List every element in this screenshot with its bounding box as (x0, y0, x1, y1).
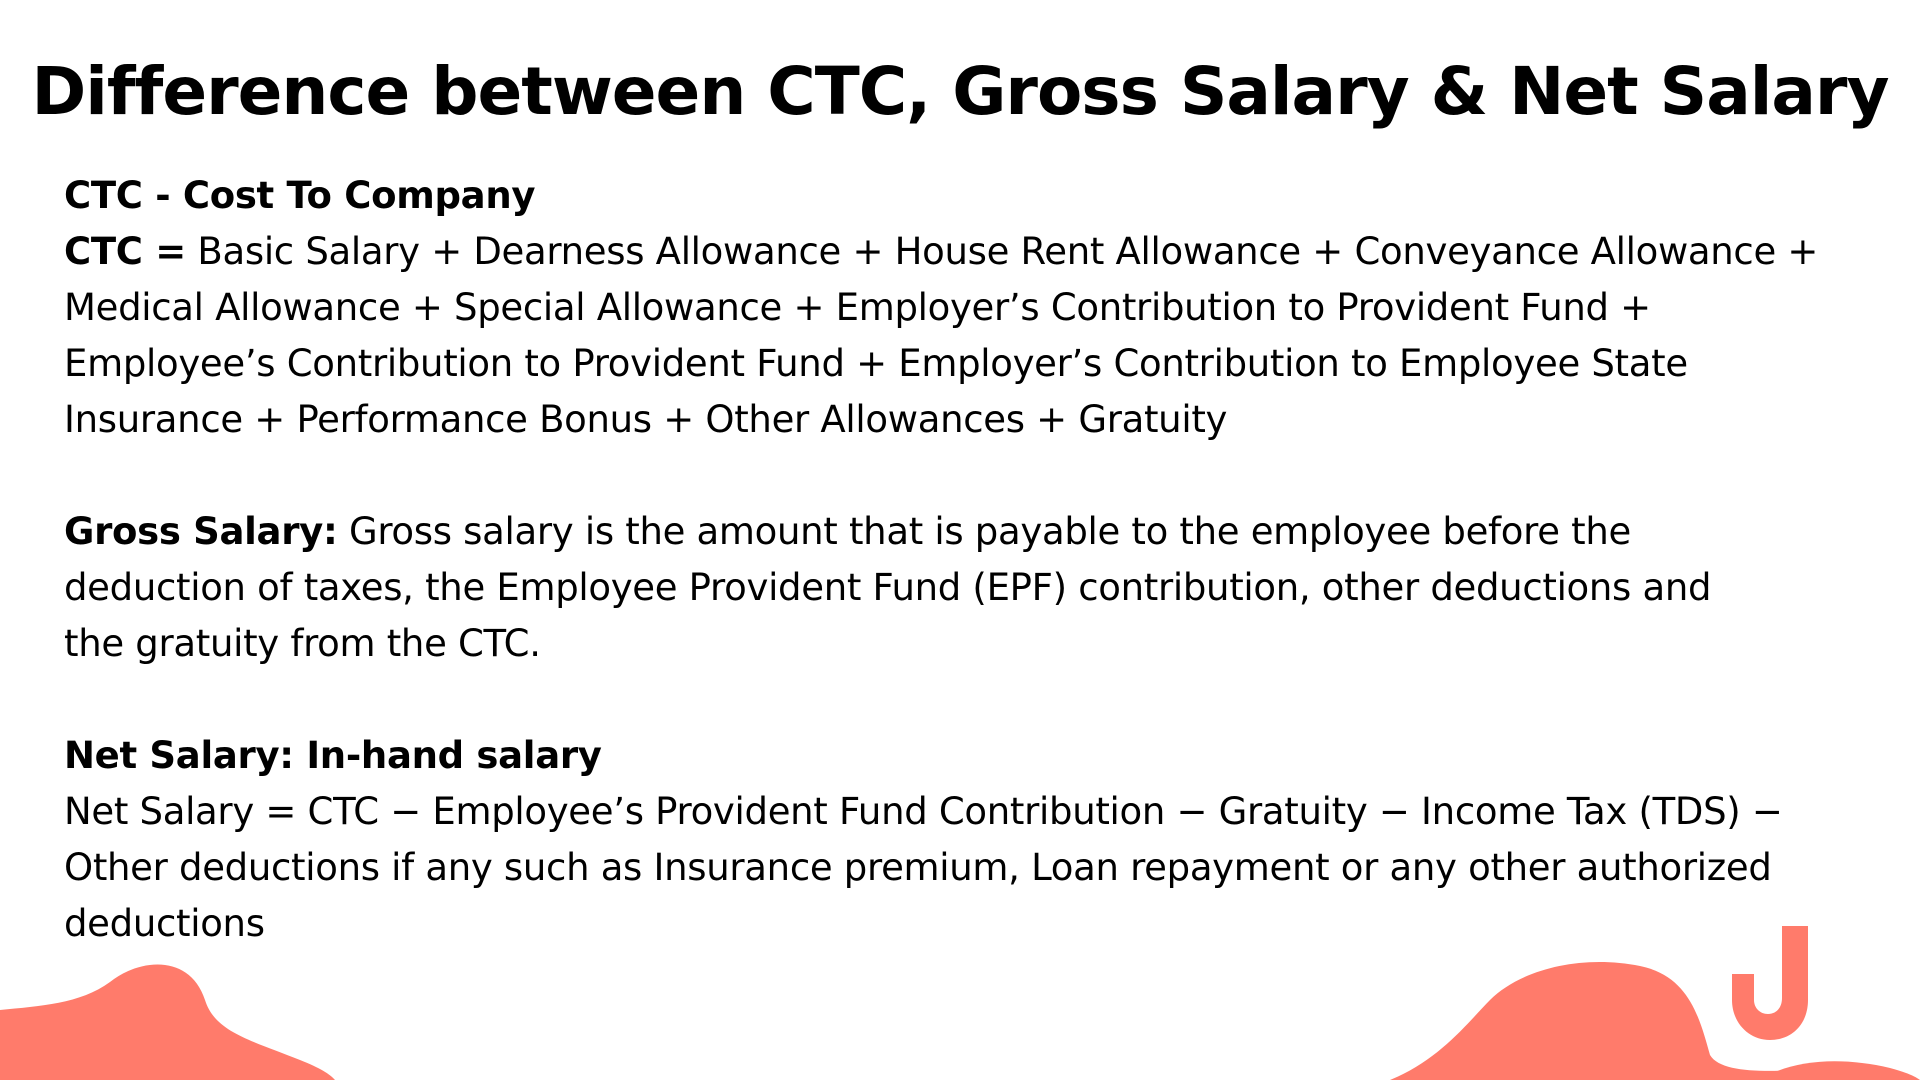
page-title: Difference between CTC, Gross Salary & Net Salary (31, 53, 1889, 130)
ctc-formula-line-4: Insurance + Performance Bonus + Other Allowances + Gratuity (64, 398, 1228, 441)
ctc-heading: CTC - Cost To Company (64, 174, 536, 217)
decorative-blob-left (0, 960, 340, 1080)
ctc-formula-label: CTC = (64, 230, 186, 273)
gross-salary-line-1 (64, 504, 1884, 560)
spacer (64, 448, 1884, 504)
ctc-formula-line-2: Medical Allowance + Special Allowance + Employer’s Contribution to Provident Fund + (64, 286, 1651, 329)
gross-salary-line-1-text: Gross salary is the amount that is payable to the employee before the (337, 510, 1631, 553)
j-logo-icon (1728, 924, 1828, 1044)
net-salary-line-3: deductions (64, 902, 265, 945)
net-salary-line-1: Net Salary = CTC − Employee’s Provident Fund Contribution − Gratuity − Income Tax (TDS) − (64, 790, 1783, 833)
decorative-blob-corner (1760, 1060, 1920, 1080)
ctc-formula-line-1-text: Basic Salary + Dearness Allowance + House Rent Allowance + Conveyance Allowance + (185, 230, 1819, 273)
net-salary-heading: Net Salary: In-hand salary (64, 734, 602, 777)
ctc-formula-line-3: Employee’s Contribution to Provident Fund + Employer’s Contribution to Employee State (64, 342, 1688, 385)
gross-salary-line-3: the gratuity from the CTC. (64, 622, 541, 665)
ctc-formula (64, 224, 1884, 448)
gross-salary-line-2: deduction of taxes, the Employee Provident Fund (EPF) contribution, other deductions and (64, 566, 1712, 609)
gross-salary-section (64, 504, 1884, 672)
spacer (64, 672, 1884, 728)
net-salary-section (64, 728, 1884, 952)
ctc-formula-line-1 (64, 224, 1884, 280)
gross-salary-label: Gross Salary: (64, 510, 338, 553)
content (64, 168, 1884, 952)
net-salary-line-2: Other deductions if any such as Insurance premium, Loan repayment or any other authorized (64, 846, 1772, 889)
